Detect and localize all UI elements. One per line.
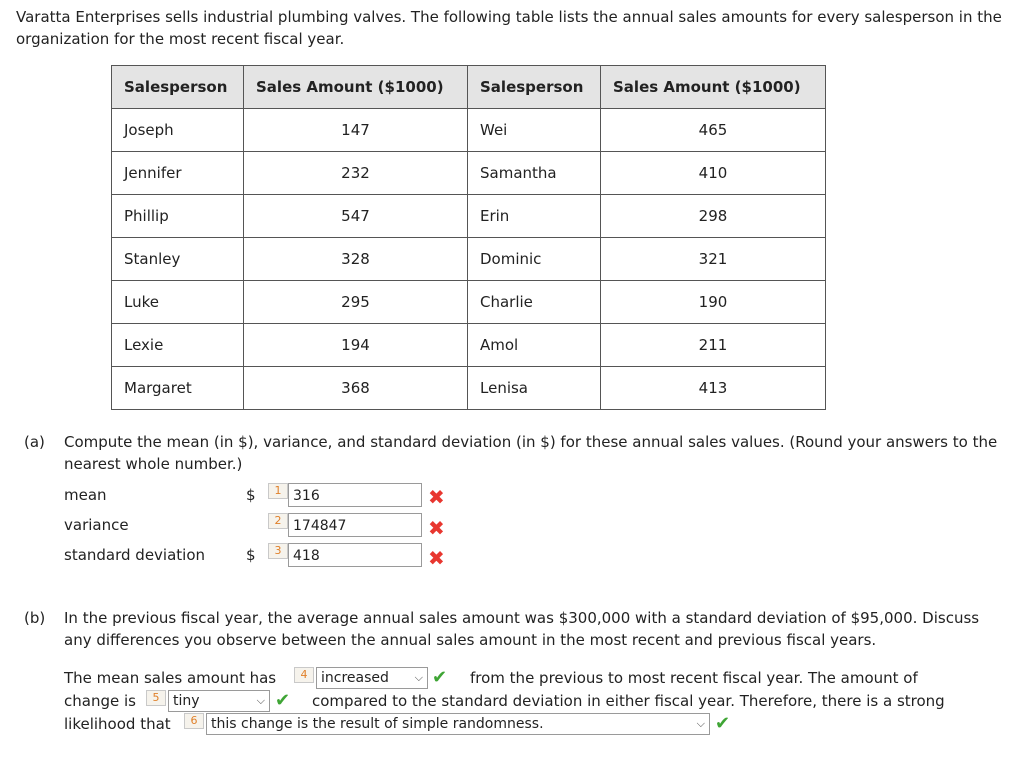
sales-amount-cell: 211 — [601, 324, 826, 367]
problem-intro: Varatta Enterprises sells industrial plumbing valves. The following table lists the annual sales amounts for every salesperson in the organization for the most recent fiscal year. — [16, 8, 1002, 48]
table-row — [112, 367, 826, 410]
sentence-part: compared to the standard deviation in either fiscal year. Therefore, there is a strong — [312, 692, 945, 710]
sales-amount-cell: 368 — [244, 367, 468, 410]
sales-amount-cell: 298 — [601, 195, 826, 238]
sales-amount-cell: 465 — [601, 109, 826, 152]
sales-amount-cell: 190 — [601, 281, 826, 324]
salesperson-cell: Joseph — [112, 109, 244, 152]
x-mark-icon: ✖ — [428, 546, 445, 570]
chevron-down-icon: ⌵ — [414, 671, 423, 684]
mean-dollar-sign: $ — [246, 486, 256, 504]
sales-amount-cell: 147 — [244, 109, 468, 152]
question-number-badge: 6 — [184, 713, 204, 729]
column-header: Salesperson — [112, 66, 244, 109]
table-header-row — [112, 66, 826, 109]
question-number-badge: 5 — [146, 690, 166, 706]
salesperson-cell: Luke — [112, 281, 244, 324]
salesperson-cell: Stanley — [112, 238, 244, 281]
sales-amount-cell: 413 — [601, 367, 826, 410]
question-number-badge: 3 — [268, 543, 288, 559]
sentence-part: The mean sales amount has — [64, 669, 277, 687]
salesperson-cell: Phillip — [112, 195, 244, 238]
select-value: tiny — [173, 693, 200, 709]
conclusion-select[interactable] — [206, 713, 710, 735]
check-mark-icon: ✔ — [715, 713, 731, 734]
sales-amount-cell: 295 — [244, 281, 468, 324]
question-number-badge: 2 — [268, 513, 288, 529]
part-a-question — [24, 431, 1009, 473]
salesperson-cell: Lenisa — [468, 367, 601, 410]
part-a-label: (a) — [24, 433, 45, 451]
sentence-part: change is — [64, 692, 136, 710]
table-row — [112, 281, 826, 324]
sales-table — [111, 65, 826, 410]
table-row — [112, 109, 826, 152]
part-b-text: In the previous fiscal year, the average annual sales amount was $300,000 with a standard deviation of $95,000. Discuss any differences you observe between the annual sales amount in the most recent and previous fiscal years. — [64, 609, 980, 649]
salesperson-cell: Lexie — [112, 324, 244, 367]
sales-amount-cell: 194 — [244, 324, 468, 367]
salesperson-cell: Erin — [468, 195, 601, 238]
column-header: Salesperson — [468, 66, 601, 109]
std-dev-dollar-sign: $ — [246, 546, 256, 564]
part-b-label: (b) — [24, 609, 46, 627]
part-a-text: Compute the mean (in $), variance, and standard deviation (in $) for these annual sales values. (Round your answers to the nearest whole number.) — [64, 433, 998, 473]
select-value: this change is the result of simple randomness. — [211, 716, 544, 732]
table-row — [112, 152, 826, 195]
sales-amount-cell: 232 — [244, 152, 468, 195]
salesperson-cell: Dominic — [468, 238, 601, 281]
part-b-question — [24, 607, 1009, 649]
variance-input[interactable]: 174847 — [288, 513, 422, 537]
chevron-down-icon: ⌵ — [696, 717, 705, 730]
select-value: increased — [321, 670, 389, 686]
column-header: Sales Amount ($1000) — [244, 66, 468, 109]
table-row — [112, 324, 826, 367]
salesperson-cell: Wei — [468, 109, 601, 152]
mean-change-select[interactable] — [316, 667, 428, 689]
question-number-badge: 4 — [294, 667, 314, 683]
chevron-down-icon: ⌵ — [256, 694, 265, 707]
change-size-select[interactable] — [168, 690, 270, 712]
sales-amount-cell: 321 — [601, 238, 826, 281]
x-mark-icon: ✖ — [428, 485, 445, 509]
salesperson-cell: Amol — [468, 324, 601, 367]
salesperson-cell: Samantha — [468, 152, 601, 195]
check-mark-icon: ✔ — [432, 667, 448, 688]
column-header: Sales Amount ($1000) — [601, 66, 826, 109]
sales-amount-cell: 410 — [601, 152, 826, 195]
salesperson-cell: Margaret — [112, 367, 244, 410]
x-mark-icon: ✖ — [428, 516, 445, 540]
salesperson-cell: Charlie — [468, 281, 601, 324]
question-number-badge: 1 — [268, 483, 288, 499]
variance-label: variance — [64, 516, 129, 534]
check-mark-icon: ✔ — [275, 690, 291, 711]
mean-label: mean — [64, 486, 107, 504]
table-row — [112, 238, 826, 281]
sales-amount-cell: 328 — [244, 238, 468, 281]
sentence-part: likelihood that — [64, 715, 171, 733]
standard-deviation-label: standard deviation — [64, 546, 206, 564]
mean-input[interactable]: 316 — [288, 483, 422, 507]
salesperson-cell: Jennifer — [112, 152, 244, 195]
sales-amount-cell: 547 — [244, 195, 468, 238]
standard-deviation-input[interactable]: 418 — [288, 543, 422, 567]
sentence-part: from the previous to most recent fiscal year. The amount of — [470, 669, 918, 687]
table-row — [112, 195, 826, 238]
